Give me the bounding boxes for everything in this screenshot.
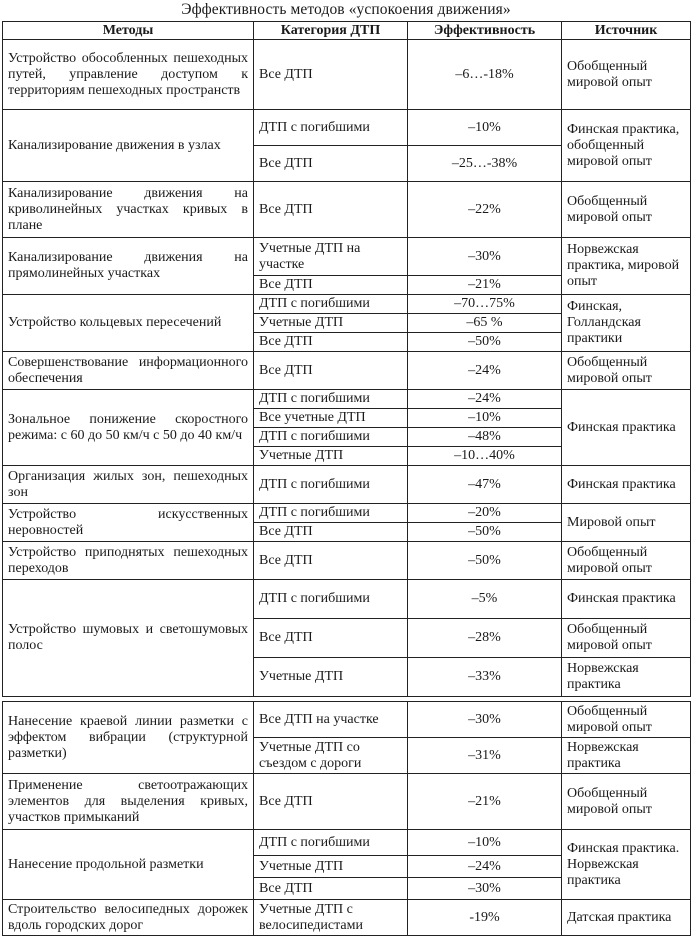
efficiency-cell: –28% <box>408 619 562 658</box>
page-title: Эффективность методов «успокоения движения» <box>181 1 511 18</box>
category-cell: Учетные ДТП <box>254 447 408 466</box>
table-row <box>3 830 691 856</box>
table-row <box>3 466 691 504</box>
source-cell: Финская практика <box>562 580 691 619</box>
source-cell: Обобщенный мировой опыт <box>562 182 691 238</box>
method-cell: Устройство искусственных неровностей <box>3 504 254 542</box>
efficiency-cell: –70…75% <box>408 295 562 314</box>
efficiency-cell: –10% <box>408 409 562 428</box>
method-cell: Организация жилых зон, пешеходных зон <box>3 466 254 504</box>
efficiency-cell: –30% <box>408 238 562 276</box>
efficiency-table <box>2 21 691 936</box>
table-header <box>3 22 691 40</box>
table-row <box>3 580 691 619</box>
efficiency-cell: –24% <box>408 390 562 409</box>
efficiency-cell: –20% <box>408 504 562 523</box>
method-cell: Строительство велосипедных дорожек вдоль городских дорог <box>3 900 254 936</box>
category-cell: Все ДТП <box>254 146 408 182</box>
category-cell: ДТП с погибшими <box>254 110 408 146</box>
method-cell: Совершенствование информационного обеспечения <box>3 352 254 390</box>
category-cell: Все ДТП <box>254 523 408 542</box>
efficiency-cell: -19% <box>408 900 562 936</box>
method-cell: Зональное понижение скоростного режима: с 60 до 50 км/ч с 50 до 40 км/ч <box>3 390 254 466</box>
efficiency-cell: –31% <box>408 738 562 774</box>
efficiency-cell: –10% <box>408 830 562 856</box>
table-row <box>3 182 691 238</box>
table-row <box>3 110 691 146</box>
table-row <box>3 504 691 523</box>
category-cell: Учетные ДТП <box>254 658 408 697</box>
table-body <box>3 40 691 936</box>
header-efficiency: Эффективность <box>408 22 562 40</box>
category-cell: Все ДТП <box>254 878 408 900</box>
source-cell: Финская практика <box>562 390 691 466</box>
source-cell: Обобщенный мировой опыт <box>562 702 691 738</box>
header-source: Источник <box>562 22 691 40</box>
efficiency-cell: –21% <box>408 276 562 295</box>
source-cell: Мировой опыт <box>562 504 691 542</box>
source-cell: Обобщенный мировой опыт <box>562 774 691 830</box>
method-cell: Устройство шумовых и светошумовых полос <box>3 580 254 697</box>
method-cell: Канализирование движения в узлах <box>3 110 254 182</box>
method-cell: Применение светоотражающих элементов для выделения кривых, участков примыканий <box>3 774 254 830</box>
efficiency-cell: –47% <box>408 466 562 504</box>
table-row <box>3 774 691 830</box>
efficiency-cell: –25…-38% <box>408 146 562 182</box>
category-cell: Все ДТП на участке <box>254 702 408 738</box>
category-cell: Все ДТП <box>254 182 408 238</box>
source-cell: Датская практика <box>562 900 691 936</box>
method-cell: Нанесение продольной разметки <box>3 830 254 900</box>
table-row <box>3 702 691 738</box>
category-cell: ДТП с погибшими <box>254 580 408 619</box>
efficiency-cell: –50% <box>408 333 562 352</box>
category-cell: ДТП с погибшими <box>254 295 408 314</box>
method-cell: Канализирование движения на прямолинейных участках <box>3 238 254 295</box>
category-cell: Все учетные ДТП <box>254 409 408 428</box>
method-cell: Устройство приподнятых пешеходных переходов <box>3 542 254 580</box>
method-cell: Устройство кольцевых пересечений <box>3 295 254 352</box>
category-cell: Все ДТП <box>254 542 408 580</box>
table-row <box>3 900 691 936</box>
source-cell: Обобщенный мировой опыт <box>562 352 691 390</box>
source-cell: Финская практика <box>562 466 691 504</box>
efficiency-cell: –30% <box>408 878 562 900</box>
efficiency-cell: –30% <box>408 702 562 738</box>
category-cell: Все ДТП <box>254 619 408 658</box>
source-cell: Норвежская практика <box>562 738 691 774</box>
category-cell: Все ДТП <box>254 40 408 110</box>
efficiency-cell: –6…-18% <box>408 40 562 110</box>
category-cell: ДТП с погибшими <box>254 504 408 523</box>
source-cell: Обобщенный мировой опыт <box>562 619 691 658</box>
source-cell: Финская, Голландская практики <box>562 295 691 352</box>
category-cell: Все ДТП <box>254 276 408 295</box>
efficiency-cell: –50% <box>408 523 562 542</box>
efficiency-cell: –22% <box>408 182 562 238</box>
category-cell: Все ДТП <box>254 774 408 830</box>
efficiency-cell: –33% <box>408 658 562 697</box>
table-row <box>3 295 691 314</box>
category-cell: ДТП с погибшими <box>254 466 408 504</box>
header-category: Категория ДТП <box>254 22 408 40</box>
efficiency-cell: –24% <box>408 856 562 878</box>
category-cell: Учетные ДТП на участке <box>254 238 408 276</box>
category-cell: Учетные ДТП с велосипедистами <box>254 900 408 936</box>
source-cell: Финская практика. Норвежская практика <box>562 830 691 900</box>
header-methods: Методы <box>3 22 254 40</box>
efficiency-cell: –10…40% <box>408 447 562 466</box>
source-cell: Норвежская практика <box>562 658 691 697</box>
category-cell: ДТП с погибшими <box>254 390 408 409</box>
efficiency-cell: –24% <box>408 352 562 390</box>
category-cell: Учетные ДТП со съездом с дороги <box>254 738 408 774</box>
category-cell: Все ДТП <box>254 333 408 352</box>
category-cell: Учетные ДТП <box>254 856 408 878</box>
method-cell: Канализирование движения на криволинейных участках кривых в плане <box>3 182 254 238</box>
efficiency-cell: –48% <box>408 428 562 447</box>
category-cell: ДТП с погибшими <box>254 428 408 447</box>
source-cell: Обобщенный мировой опыт <box>562 542 691 580</box>
method-cell: Устройство обособленных пешеходных путей, управление доступом к территориям пешеходных пространств <box>3 40 254 110</box>
category-cell: Учетные ДТП <box>254 314 408 333</box>
efficiency-cell: –5% <box>408 580 562 619</box>
category-cell: Все ДТП <box>254 352 408 390</box>
table-row <box>3 40 691 110</box>
table-row <box>3 238 691 276</box>
efficiency-cell: –21% <box>408 774 562 830</box>
category-cell: ДТП с погибшими <box>254 830 408 856</box>
source-cell: Финская практика, обобщенный мировой опыт <box>562 110 691 182</box>
table-row <box>3 542 691 580</box>
efficiency-cell: –50% <box>408 542 562 580</box>
efficiency-cell: –10% <box>408 110 562 146</box>
efficiency-cell: –65 % <box>408 314 562 333</box>
method-cell: Нанесение краевой линии разметки с эффектом вибрации (структурной разметки) <box>3 702 254 774</box>
source-cell: Норвежская практика, мировой опыт <box>562 238 691 295</box>
source-cell: Обобщенный мировой опыт <box>562 40 691 110</box>
table-row <box>3 352 691 390</box>
table-row <box>3 390 691 409</box>
